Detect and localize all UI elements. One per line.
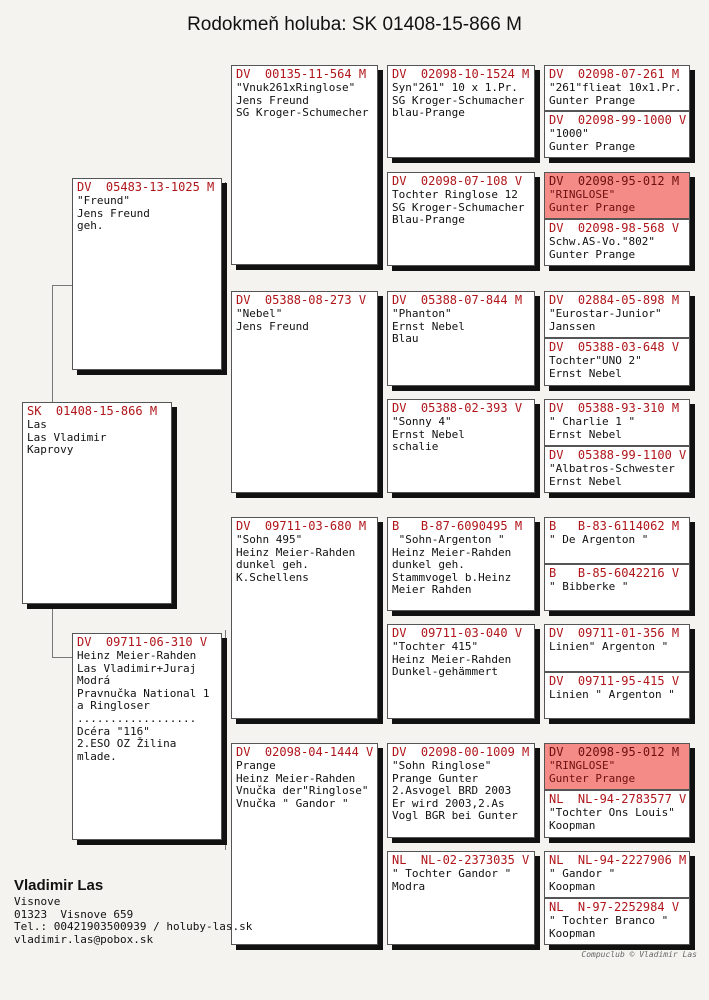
pigeon-info-line: Gunter Prange — [549, 93, 636, 107]
pigeon-info-line: geh. — [77, 219, 104, 233]
pigeon-info-line: Las Vladimir — [27, 430, 107, 444]
ring-number: DV 02098-07-108 V — [392, 174, 523, 188]
pigeon-card-great-grandparent — [387, 517, 535, 611]
pigeon-info-line: Prange Gunter — [392, 771, 479, 785]
pigeon-info-line: "RINGLOSE" — [549, 759, 616, 772]
pigeon-info-line: Blau — [392, 332, 419, 346]
pigeon-info-line: Heinz Meier-Rahden — [77, 649, 197, 662]
pigeon-card-g4-highlighted — [544, 172, 690, 219]
pigeon-info-line: K.Schellens — [236, 570, 309, 584]
pigeon-info-line: Jens Freund — [77, 206, 150, 220]
footer-credit: Compuclub © Vladimir Las — [581, 950, 697, 959]
ring-number: DV 09711-03-040 V — [392, 626, 523, 640]
pigeon-info-line: Pravnučka National 1 — [77, 686, 210, 700]
pigeon-info-line: 2.Asvogel BRD 2003 — [392, 784, 512, 798]
pigeon-info-line: "Tochter Ons Louis" — [549, 806, 675, 819]
ring-number: DV 02098-95-012 M — [549, 174, 680, 188]
pigeon-info-line: "Eurostar-Junior" — [549, 307, 662, 320]
pigeon-info-line: Koopman — [549, 926, 596, 940]
ring-number: DV 05388-03-648 V — [549, 340, 680, 354]
pigeon-card-g4-highlighted — [544, 743, 690, 790]
pigeon-card-great-grandparent — [387, 399, 535, 493]
ring-number: DV 02098-00-1009 M — [392, 745, 530, 759]
connector-line — [538, 545, 539, 592]
pigeon-info-line: Koopman — [549, 818, 596, 832]
connector-line — [225, 182, 226, 372]
pigeon-info-line: Ernst Nebel — [392, 319, 465, 333]
pigeon-card-root — [22, 402, 172, 604]
ring-number: DV 00135-11-564 M — [236, 67, 367, 81]
pigeon-info-line: " Charlie 1 " — [549, 415, 636, 428]
pigeon-info-line: Linien " Argenton " — [549, 688, 675, 701]
ring-number: DV 02098-04-1444 V — [236, 745, 374, 759]
pigeon-card-great-grandparent — [387, 624, 535, 719]
pigeon-info-line: dunkel geh. — [236, 558, 309, 572]
pigeon-card-g4 — [544, 219, 690, 266]
pigeon-card-g4 — [544, 790, 690, 838]
owner-block — [14, 877, 252, 946]
connector-line — [538, 655, 539, 702]
pigeon-card-great-grandparent — [387, 743, 535, 838]
ring-number: DV 05388-93-310 M — [549, 401, 680, 415]
ring-number: DV 09711-01-356 M — [549, 626, 680, 640]
pigeon-card-g4 — [544, 399, 690, 446]
pigeon-info-line: "Vnuk261xRinglose" — [236, 81, 356, 94]
pigeon-info-line: a Ringloser — [77, 699, 150, 713]
pigeon-card-g4 — [544, 111, 690, 158]
pigeon-info-line: Las Vladimir+Juraj — [77, 661, 197, 675]
pigeon-info-line: " Gandor " — [549, 867, 616, 880]
ring-number: DV 02098-95-012 M — [549, 745, 680, 759]
pigeon-info-line: 2.ESO OZ Žilina — [77, 737, 177, 751]
owner-line: 01323 Visnove 659 — [14, 907, 134, 921]
ring-number: DV 02098-99-1000 V — [549, 113, 687, 127]
pigeon-info-line: Ernst Nebel — [549, 366, 622, 380]
pigeon-info-line: Stammvogel b.Heinz — [392, 570, 512, 584]
pigeon-info-line: Jens Freund — [236, 319, 309, 333]
pigeon-info-line: Koopman — [549, 879, 596, 893]
owner-line: vladimir.las@pobox.sk — [14, 932, 154, 946]
pigeon-info-line: Syn"261" 10 x 1.Pr. — [392, 81, 518, 94]
ring-number: B B-87-6090495 M — [392, 519, 523, 533]
pigeon-card-g4 — [544, 851, 690, 898]
pigeon-info-line: "Albatros-Schwester — [549, 462, 675, 475]
connector-line — [538, 770, 539, 817]
connector-line — [225, 630, 226, 850]
connector-line — [538, 432, 539, 479]
connector-line — [380, 790, 381, 900]
ring-number: DV 05388-08-273 V — [236, 293, 367, 307]
ring-number: DV 02098-07-261 M — [549, 67, 680, 81]
pigeon-card-g4 — [544, 65, 690, 111]
pigeon-info-line: "1000" — [549, 127, 589, 140]
ring-number: DV 09711-06-310 V — [77, 635, 208, 649]
pigeon-card-g4 — [544, 446, 690, 493]
pigeon-info-line: Er wird 2003,2.As — [392, 796, 505, 810]
ring-number: DV 05388-07-844 M — [392, 293, 523, 307]
pigeon-info-line: Modrá — [77, 674, 111, 688]
pigeon-info-line: Ernst Nebel — [549, 474, 622, 488]
pigeon-info-line: " Tochter Gandor " — [392, 867, 512, 880]
pigeon-card-g4 — [544, 564, 690, 611]
pigeon-card-grandparent — [231, 65, 378, 265]
ring-number: NL NL-94-2783577 V — [549, 792, 687, 806]
pigeon-info-line: " De Argenton " — [549, 533, 649, 546]
pigeon-info-line: " Tochter Branco " — [549, 914, 669, 927]
pigeon-info-line: Las — [27, 418, 47, 431]
pigeon-info-line: Tochter"UNO 2" — [549, 354, 642, 367]
ring-number: DV 09711-95-415 V — [549, 674, 680, 688]
pigeon-card-dam — [72, 633, 222, 840]
ring-number: DV 02098-10-1524 M — [392, 67, 530, 81]
pigeon-info-line: SG Kroger-Schumacher — [392, 200, 525, 214]
pigeon-card-great-grandparent — [387, 851, 535, 945]
ring-number: DV 05388-99-1100 V — [549, 448, 687, 462]
pigeon-info-line: "Sonny 4" — [392, 415, 452, 428]
pigeon-card-g4 — [544, 291, 690, 338]
pigeon-info-line: .................. — [77, 711, 197, 725]
pigeon-card-g4 — [544, 517, 690, 564]
pigeon-info-line: Heinz Meier-Rahden — [392, 545, 512, 559]
pigeon-info-line: dunkel geh. — [392, 558, 465, 572]
pigeon-info-line: Tochter Ringlose 12 — [392, 188, 518, 201]
pigeon-card-grandparent — [231, 743, 378, 945]
pigeon-card-great-grandparent — [387, 291, 535, 386]
pigeon-info-line: "Tochter 415" — [392, 640, 479, 653]
ring-number: SK 01408-15-866 M — [27, 404, 158, 418]
owner-line: Tel.: 00421903500939 / holuby-las.sk — [14, 920, 253, 933]
pigeon-info-line: Prange — [236, 759, 276, 772]
pigeon-info-line: Kaprovy — [27, 443, 74, 457]
ring-number: DV 05483-13-1025 M — [77, 180, 215, 194]
pigeon-info-line: Heinz Meier-Rahden — [392, 652, 512, 666]
pigeon-info-line: "RINGLOSE" — [549, 188, 616, 201]
pigeon-info-line: "Freund" — [77, 194, 130, 207]
pigeon-info-line: Heinz Meier-Rahden — [236, 771, 356, 785]
pigeon-info-line: Blau-Prange — [392, 213, 465, 227]
pigeon-info-line: Ernst Nebel — [392, 427, 465, 441]
connector-line — [380, 560, 381, 670]
pigeon-info-line: SG Kroger-Schumecher — [236, 106, 369, 120]
pigeon-info-line: "Sohn-Argenton " — [392, 533, 505, 546]
pigeon-info-line: Vnučka " Gandor " — [236, 796, 349, 810]
pigeon-info-line: "Nebel" — [236, 307, 283, 320]
pigeon-info-line: Meier Rahden — [392, 583, 472, 597]
pigeon-info-line: " Bibberke " — [549, 580, 629, 593]
pigeon-info-line: Dunkel-gehämmert — [392, 665, 498, 679]
connector-line — [538, 215, 539, 262]
pigeon-card-great-grandparent — [387, 65, 535, 158]
pigeon-info-line: Gunter Prange — [549, 247, 636, 261]
pigeon-card-grandparent — [231, 291, 378, 493]
ring-number: B B-83-6114062 M — [549, 519, 680, 533]
pigeon-card-g4 — [544, 672, 690, 719]
pigeon-info-line: Modra — [392, 879, 426, 893]
ring-number: DV 09711-03-680 M — [236, 519, 367, 533]
connector-line — [52, 657, 72, 658]
ring-number: NL N-97-2252984 V — [549, 900, 680, 914]
pigeon-info-line: Ernst Nebel — [549, 427, 622, 441]
pigeon-info-line: SG Kroger-Schumacher — [392, 93, 525, 107]
pigeon-info-line: Gunter Prange — [549, 771, 636, 785]
pigeon-card-grandparent — [231, 517, 378, 719]
page-title: Rodokmeň holuba: SK 01408-15-866 M — [187, 14, 522, 35]
pigeon-info-line: Heinz Meier-Rahden — [236, 545, 356, 559]
pigeon-info-line: blau-Prange — [392, 106, 465, 120]
connector-line — [538, 110, 539, 157]
pigeon-info-line: Dcéra "116" — [77, 724, 150, 738]
ring-number: DV 02884-05-898 M — [549, 293, 680, 307]
ring-number: DV 05388-02-393 V — [392, 401, 523, 415]
pigeon-info-line: Jens Freund — [236, 93, 309, 107]
pigeon-info-line: "261"flieat 10x1.Pr. — [549, 81, 682, 94]
pigeon-info-line: Janssen — [549, 319, 596, 333]
pigeon-card-great-grandparent — [387, 172, 535, 266]
pigeon-info-line: "Sohn Ringlose" — [392, 759, 492, 772]
pigeon-info-line: Vnučka der"Ringlose" — [236, 784, 369, 798]
connector-line — [380, 330, 381, 450]
ring-number: NL NL-94-2227906 M — [549, 853, 687, 867]
ring-number: DV 02098-98-568 V — [549, 221, 680, 235]
connector-line — [538, 880, 539, 927]
pigeon-info-line: Gunter Prange — [549, 139, 636, 153]
pigeon-info-line: "Sohn 495" — [236, 533, 303, 546]
pigeon-info-line: "Phanton" — [392, 307, 452, 320]
owner-line: Visnove — [14, 895, 61, 908]
owner-name: Vladimir Las — [14, 877, 104, 894]
connector-line — [52, 285, 74, 286]
pigeon-info-line: Vogl BGR bei Gunter — [392, 809, 518, 823]
pigeon-card-g4 — [544, 898, 690, 945]
pigeon-info-line: Gunter Prange — [549, 200, 636, 214]
connector-line — [380, 110, 381, 220]
ring-number: NL NL-02-2373035 V — [392, 853, 530, 867]
pigeon-card-g4 — [544, 338, 690, 386]
connector-line — [538, 325, 539, 372]
pigeon-card-g4 — [544, 624, 690, 672]
pigeon-info-line: mlade. — [77, 749, 117, 763]
pigeon-info-line: Linien" Argenton " — [549, 640, 669, 653]
pigeon-info-line: schalie — [392, 440, 439, 454]
pigeon-info-line: Schw.AS-Vo."802" — [549, 235, 655, 248]
pigeon-card-sire — [72, 178, 222, 370]
ring-number: B B-85-6042216 V — [549, 566, 680, 580]
